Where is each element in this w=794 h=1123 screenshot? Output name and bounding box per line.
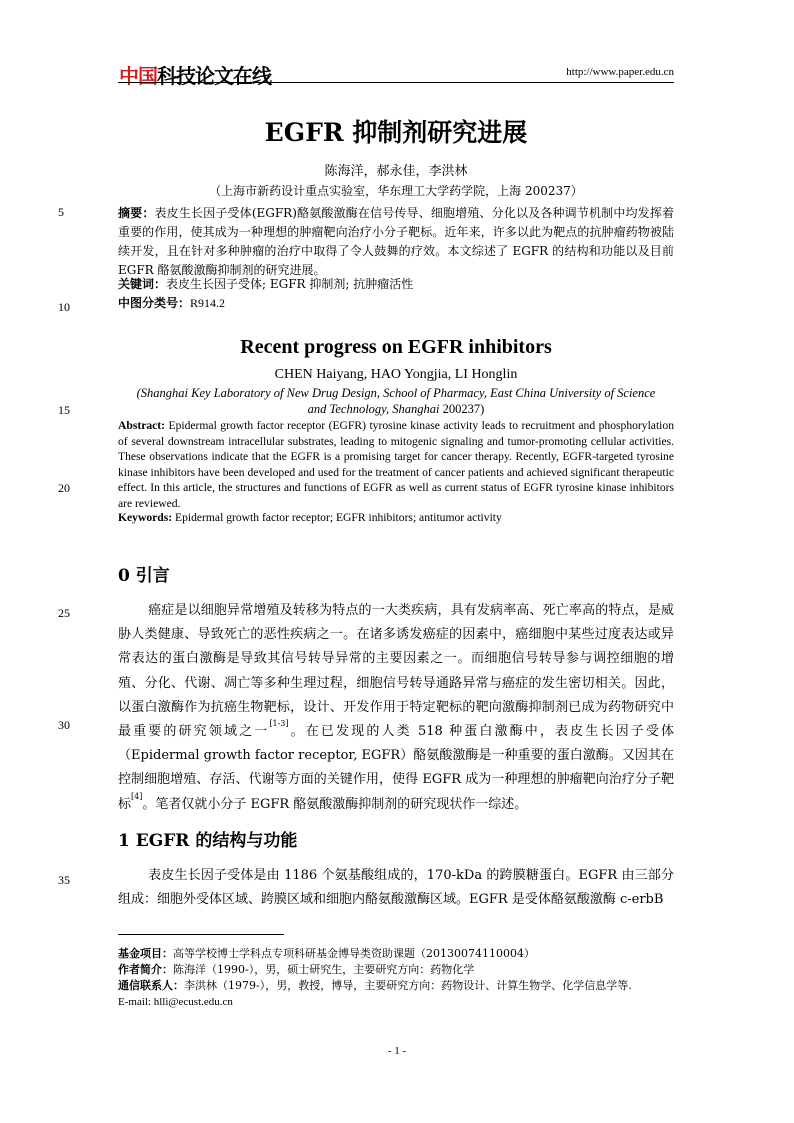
classification-cn (118, 294, 674, 313)
abstract-text-cn: 表皮生长因子受体(EGFR)酪氨酸激酶在信号传导、细胞增殖、分化以及各种调节机制中均发挥着重要的作用，使其成为一种理想的肿瘤靶向治疗小分子靶标。近年来，许多以此为靶点的抗肿瘤药物被陆续开发，且在针对多种肿瘤的治疗中取得了令人鼓舞的疗效。本文综述了 EGFR 的结构和功能以及目前 EGFR 酪氨酸激酶抑制剂的研究进展。 (118, 206, 674, 277)
paper-title-en: Recent progress on EGFR inhibitors (240, 336, 552, 358)
paragraph-text: 表皮生长因子受体是由 1186 个氨基酸组成的，170-kDa 的跨膜糖蛋白。EGFR 由三部分组成：细胞外受体区域、跨膜区域和细胞内酪氨酸激酶区域。EGFR 是受体酪氨酸激酶 c-erbB (118, 868, 674, 908)
footnote-label: 通信联系人： (118, 979, 184, 992)
paragraph-text: 。笔者仅就小分子 EGFR 酪氨酸激酶抑制剂的研究现状作一综述。 (142, 796, 528, 812)
keywords-text-cn: 表皮生长因子受体; EGFR 抑制剂; 抗肿瘤活性 (166, 277, 414, 291)
abstract-text-en: Epidermal growth factor receptor (EGFR) tyrosine kinase activity leads to recruitment and phosphorylation of several downstream intracellular substrates, leading to mitogenic signaling and tumor-promoting cellular activities. These observations indicate that the EGFR is a promising target for cancer therapy. Recently, EGFR-targeted tyrosine kinase inhibitors have been developed and used for the treatment of cancer patients and achieved significant therapeutic effect. In this article, the structures and functions of EGFR as well as current status of EGFR tyrosine kinase inhibitors are reviewed. (118, 419, 674, 510)
line-number: 30 (58, 718, 70, 732)
footnote-contact (118, 978, 678, 994)
keywords-label-en: Keywords: (118, 511, 173, 524)
paragraph-text: 。在已发现的人类 518 种蛋白激酶中，表皮生长因子受体（Epidermal growth factor receptor, EGFR）酪氨酸激酶是一种重要的蛋白激酶。又因其在控制细胞增殖、存活、代谢等方面的关键作用，使得 EGFR 成为一种理想的肿瘤靶向治疗分子靶标 (118, 724, 674, 812)
abstract-label-en: Abstract: (118, 419, 166, 432)
line-number: 15 (58, 403, 70, 417)
section-paragraph (118, 599, 674, 817)
footnote-text: 高等学校博士学科点专项科研基金博导类资助课题（20130074110004） (173, 947, 535, 960)
affiliation-en-zip: 200237) (439, 402, 485, 416)
footnote-text: 李洪林（1979-），男，教授，博导，主要研究方向：药物设计、计算生物学、化学信息学等. (184, 979, 632, 992)
section-paragraph (118, 864, 674, 912)
footnote-text: 陈海洋（1990-），男，硕士研究生，主要研究方向：药物化学 (173, 963, 475, 976)
header-url[interactable]: http://www.paper.edu.cn (566, 66, 674, 78)
keywords-label-cn: 关键词： (118, 277, 167, 291)
footnote-rule (118, 934, 284, 935)
logo-text: 科技论文在线 (157, 64, 271, 88)
footnote-label: 基金项目： (118, 947, 173, 960)
paragraph-text: 癌症是以细胞异常增殖及转移为特点的一大类疾病，具有发病率高、死亡率高的特点，是威胁人类健康、导致死亡的恶性疾病之一。在诸多诱发癌症的因素中，癌细胞中某些过度表达或异常表达的蛋白激酶是导致其信号转导异常的主要因素之一。而细胞信号转导参与调控细胞的增殖、分化、代谢、凋亡等多种生理过程，细胞信号转导通路异常与癌症的发生密切相关。因此，以蛋白激酶作为抗癌生物靶标，设计、开发作用于特定靶标的靶向激酶抑制剂已成为药物研究中最重要的研究领域之一 (118, 603, 674, 740)
page-number: - 1 - (387, 1045, 407, 1057)
authors-cn: 陈海洋，郝永佳，李洪林 (324, 164, 468, 179)
affiliation-en (130, 385, 662, 417)
logo-red-part: 中国 (119, 64, 157, 88)
section-heading: 0 引言 (118, 566, 170, 586)
line-number: 20 (58, 481, 70, 495)
abstract-en (118, 418, 674, 511)
abstract-label-cn: 摘要： (118, 206, 155, 220)
abstract-cn (118, 204, 674, 280)
paper-title-cn: EGFR 抑制剂研究进展 (264, 118, 528, 147)
footnote-email[interactable]: E-mail: hlli@ecust.edu.cn (118, 996, 233, 1008)
keywords-en (118, 511, 674, 524)
keywords-text-en: Epidermal growth factor receptor; EGFR inhibitors; antitumor activity (172, 511, 502, 524)
class-label-cn: 中图分类号： (118, 296, 191, 310)
header-rule (118, 82, 674, 83)
authors-en: CHEN Haiyang, HAO Yongjia, LI Honglin (274, 367, 518, 382)
footnote-label: 作者简介： (118, 963, 173, 976)
citation[interactable]: [1-3] (269, 719, 289, 729)
citation[interactable]: [4] (131, 791, 143, 801)
journal-logo (119, 60, 271, 89)
line-number: 10 (58, 300, 70, 314)
keywords-cn (118, 275, 674, 294)
footnote-author (118, 962, 678, 978)
class-text-cn: R914.2 (190, 296, 226, 310)
line-number: 25 (58, 606, 70, 620)
footnote-funding (118, 946, 678, 962)
section-heading: 1 EGFR 的结构与功能 (118, 831, 298, 851)
affiliation-cn: （上海市新药设计重点实验室，华东理工大学药学院，上海 200237） (209, 184, 583, 198)
line-number: 35 (58, 873, 70, 887)
line-number: 5 (58, 205, 64, 219)
affiliation-en-text: (Shanghai Key Laboratory of New Drug Design, School of Pharmacy, East China University of Science and Technology, Shanghai (136, 386, 656, 416)
